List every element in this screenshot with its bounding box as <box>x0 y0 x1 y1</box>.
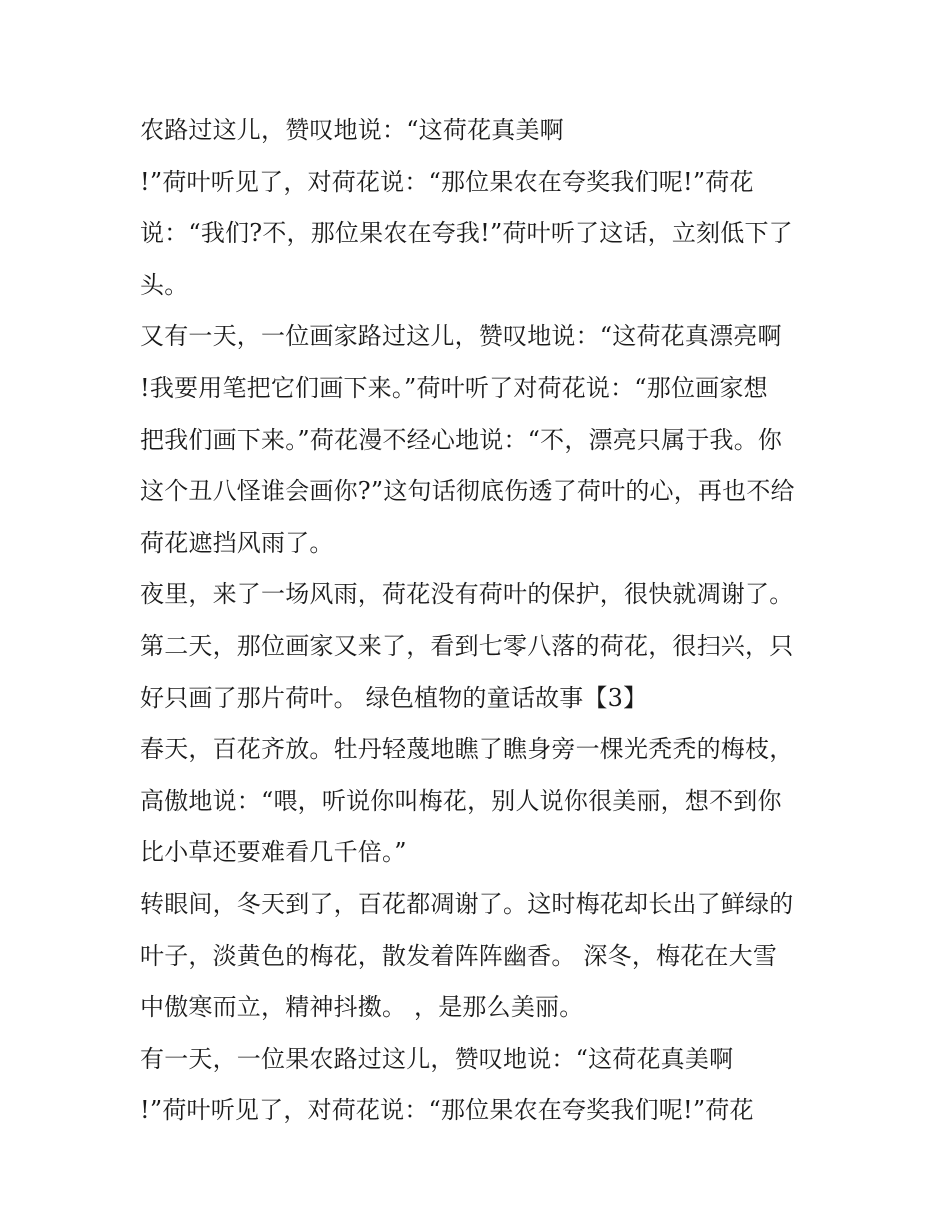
text-line: 有一天，一位果农路过这儿，赞叹地说：“这荷花真美啊 <box>140 1044 734 1073</box>
text-line: 说：“我们?不，那位果农在夸我!”荷叶听了这话，立刻低下了 <box>140 219 793 248</box>
text-line: 荷花遮挡风雨了。 <box>140 528 334 557</box>
text-line: 又有一天，一位画家路过这儿，赞叹地说：“这荷花真漂亮啊 <box>140 322 782 351</box>
text-line: 头。 <box>140 270 189 299</box>
text-line: 把我们画下来。”荷花漫不经心地说：“不，漂亮只属于我。你 <box>140 425 783 454</box>
text-line: 第二天，那位画家又来了，看到七零八落的荷花，很扫兴，只 <box>140 631 794 660</box>
text-line: 夜里，来了一场风雨，荷花没有荷叶的保护，很快就凋谢了。 <box>140 580 794 609</box>
text-line: 高傲地说：“喂，听说你叫梅花，别人说你很美丽，想不到你 <box>140 786 782 815</box>
text-line: !”荷叶听见了，对荷花说：“那位果农在夸奖我们呢!”荷花 <box>140 167 754 196</box>
text-line: 好只画了那片荷叶。 绿色植物的童话故事【3】 <box>140 683 648 712</box>
document-text <box>140 108 830 1140</box>
text-line: !”荷叶听见了，对荷花说：“那位果农在夸奖我们呢!”荷花 <box>140 1096 754 1125</box>
text-line: 叶子，淡黄色的梅花，散发着阵阵幽香。 深冬，梅花在大雪 <box>140 941 778 970</box>
text-line: 春天，百花齐放。牡丹轻蔑地瞧了瞧身旁一棵光秃秃的梅枝， <box>140 735 794 764</box>
text-line: 转眼间，冬天到了，百花都凋谢了。这时梅花却长出了鲜绿的 <box>140 889 794 918</box>
text-line: 农路过这儿，赞叹地说：“这荷花真美啊 <box>140 116 564 144</box>
text-line: 这个丑八怪谁会画你?”这句话彻底伤透了荷叶的心，再也不给 <box>140 477 795 506</box>
text-line: !我要用笔把它们画下来。”荷叶听了对荷花说：“那位画家想 <box>140 373 768 402</box>
text-line: 中傲寒而立，精神抖擞。 ，是那么美丽。 <box>140 993 584 1022</box>
text-line: 比小草还要难看几千倍。” <box>140 838 407 867</box>
